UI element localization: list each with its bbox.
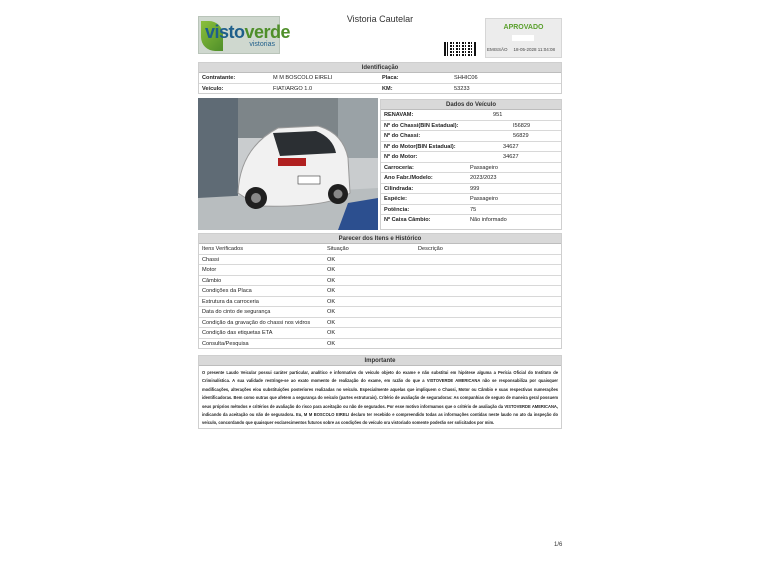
status-badge: APROVADO bbox=[503, 24, 544, 31]
logo-word-visto: visto bbox=[205, 22, 245, 42]
vehicle-data-row bbox=[381, 152, 561, 163]
emission-label: EMISSÃO bbox=[487, 47, 508, 52]
assessment-item: Estrutura da carroceria bbox=[202, 298, 259, 305]
col-items-header: Itens Verificados bbox=[202, 246, 244, 252]
vehicle-field-value: 56829 bbox=[513, 133, 529, 139]
vehicle-field-value: I56829 bbox=[513, 122, 531, 129]
vehicle-data-row bbox=[381, 131, 561, 142]
assessment-row bbox=[199, 286, 561, 297]
assessment-item: Câmbio bbox=[202, 277, 222, 284]
vehicle-data-row bbox=[381, 142, 561, 153]
vehicle-data-row bbox=[381, 121, 561, 132]
assessment-item: Condições da Placa bbox=[202, 288, 252, 294]
vehicle-field-value: 75 bbox=[470, 206, 477, 213]
status-box bbox=[485, 18, 562, 58]
important-text: O presente Laudo Veicular possui caráter particular, analítico e informativo do veículo objeto do exame e não substitui em hipótese alguma a Perícia Oficial do Instituto de Criminalística. A sua validade restringe-se ao exato momento de realização do exame, em razão do que a VISTOVERDE AMERICANA não se responsabiliza por quaisquer modificações, alterações e/ou substituições posteriores realizadas no veículo. Especialmente aquelas que impliquem o Chassi, Motor ou Câmbio e suas respectivas numerações identificadoras. Bem como outras que afetem a segurança do veículo (partes estruturais). Critério de avaliação de seguradoras: As companhias de seguro de maneira geral possuem seus próprios métodos e critérios de avaliação do risco para aceitação ou não de segurados. Por esse motivo informamos que o critério de avaliação da VISTOVERDE AMERICANA, indicando da aceitação ou não de seguradora. Eu, M M BOSCOLO EIRELI declaro ter recebido e compreendido todas as informações contidas neste laudo no ato da inspeção do veículo, concordando que quaisquer esclarecimentos futuros sobre as condições do veículo ora vistoriado somente poderão ser solicitados por mim. bbox=[202, 370, 558, 426]
km-value: 53233 bbox=[454, 85, 470, 92]
vehicle-field-value: 951 bbox=[493, 112, 503, 118]
assessment-row bbox=[199, 297, 561, 308]
emission-info bbox=[487, 47, 555, 52]
contratante-value: M M BOSCOLO EIRELI bbox=[273, 75, 333, 81]
vehicle-data-section bbox=[380, 99, 562, 230]
assessment-row bbox=[199, 255, 561, 266]
assessment-item: Condição das etiquetas ETA bbox=[202, 330, 273, 336]
assessment-item: Consulta/Pesquisa bbox=[202, 340, 249, 347]
veiculo-label: Veículo: bbox=[202, 85, 224, 92]
identification-title: Identificação bbox=[199, 63, 561, 73]
assessment-status: OK bbox=[327, 330, 336, 336]
vistoverde-logo bbox=[198, 16, 291, 54]
vehicle-field-label: Nº do Motor: bbox=[384, 154, 418, 160]
vehicle-data-row bbox=[381, 194, 561, 205]
assessment-section bbox=[198, 233, 562, 349]
vehicle-field-label: RENAVAM: bbox=[384, 112, 414, 118]
assessment-status: OK bbox=[327, 288, 336, 294]
vehicle-field-label: Espécie: bbox=[384, 196, 408, 202]
page-number: 1/6 bbox=[554, 542, 563, 548]
vehicle-field-label: Potência: bbox=[384, 206, 410, 213]
assessment-status: OK bbox=[327, 256, 336, 263]
veiculo-value: FIAT/ARGO 1.0 bbox=[273, 85, 313, 92]
logo-word-verde: verde bbox=[244, 22, 291, 42]
vehicle-data-row bbox=[381, 173, 561, 184]
assessment-item: Condição da gravação do chassi nos vidros bbox=[202, 319, 311, 326]
placa-value: SHHIC06 bbox=[454, 75, 478, 81]
col-description-header: Descrição bbox=[418, 246, 443, 252]
vehicle-data-row bbox=[381, 184, 561, 195]
vehicle-field-label: Nº do Chassi: bbox=[384, 133, 421, 139]
status-field bbox=[512, 35, 534, 41]
vehicle-field-value: Passageiro bbox=[470, 196, 498, 202]
assessment-status: OK bbox=[327, 340, 336, 347]
placa-label: Placa: bbox=[382, 75, 399, 81]
assessment-title: Parecer dos Itens e Histórico bbox=[199, 234, 561, 244]
vehicle-data-row bbox=[381, 110, 561, 121]
vehicle-field-value: 34627 bbox=[503, 143, 519, 150]
km-label: KM: bbox=[382, 85, 393, 92]
vehicle-field-value: Passageiro bbox=[470, 164, 498, 171]
identification-row-1 bbox=[199, 73, 561, 84]
vehicle-field-label: Ano Fabr./Modelo: bbox=[384, 175, 433, 181]
assessment-row bbox=[199, 265, 561, 276]
vehicle-field-label: Nº do Chassi(BIN Estadual): bbox=[384, 122, 459, 129]
assessment-header-row bbox=[199, 244, 561, 255]
vehicle-data-title: Dados do Veículo bbox=[381, 100, 561, 110]
vehicle-field-value: 2023/2023 bbox=[470, 175, 497, 181]
vehicle-field-label: Nº Caixa Câmbio: bbox=[384, 217, 431, 223]
vehicle-field-value: 34627 bbox=[503, 154, 519, 160]
assessment-row bbox=[199, 328, 561, 339]
emission-datetime: 18-05-2028 11:04:08 bbox=[513, 47, 555, 52]
important-section bbox=[198, 355, 562, 429]
assessment-status: OK bbox=[327, 267, 336, 273]
assessment-status: OK bbox=[327, 309, 336, 315]
vehicle-field-label: Nº do Motor(BIN Estadual): bbox=[384, 143, 456, 150]
vehicle-data-row bbox=[381, 205, 561, 216]
vehicle-data-row bbox=[381, 163, 561, 174]
assessment-item: Chassi bbox=[202, 256, 220, 263]
vehicle-data-rows bbox=[381, 110, 561, 226]
assessment-row bbox=[199, 276, 561, 287]
vehicle-data-row bbox=[381, 215, 561, 226]
identification-section bbox=[198, 62, 562, 94]
assessment-status: OK bbox=[327, 298, 336, 305]
assessment-item: Motor bbox=[202, 267, 217, 273]
assessment-row bbox=[199, 318, 561, 329]
vehicle-field-value: Não informado bbox=[470, 217, 507, 223]
assessment-rows bbox=[199, 255, 561, 350]
assessment-row bbox=[199, 339, 561, 350]
col-status-header: Situação bbox=[327, 246, 349, 252]
vehicle-photo bbox=[198, 98, 378, 230]
identification-row-2 bbox=[199, 84, 561, 95]
logo-subtitle: vistorias bbox=[249, 41, 275, 48]
vehicle-field-label: Carroceria: bbox=[384, 164, 414, 171]
vehicle-field-label: Cilindrada: bbox=[384, 185, 414, 192]
important-title: Importante bbox=[199, 356, 561, 366]
assessment-row bbox=[199, 307, 561, 318]
document-title: Vistoria Cautelar bbox=[346, 14, 414, 24]
contratante-label: Contratante: bbox=[202, 75, 236, 81]
vehicle-field-value: 999 bbox=[470, 185, 480, 192]
assessment-item: Data do cinto de segurança bbox=[202, 309, 271, 315]
logo-wordmark bbox=[205, 23, 290, 41]
assessment-status: OK bbox=[327, 319, 336, 326]
assessment-status: OK bbox=[327, 277, 336, 284]
qr-code-icon bbox=[444, 42, 476, 56]
